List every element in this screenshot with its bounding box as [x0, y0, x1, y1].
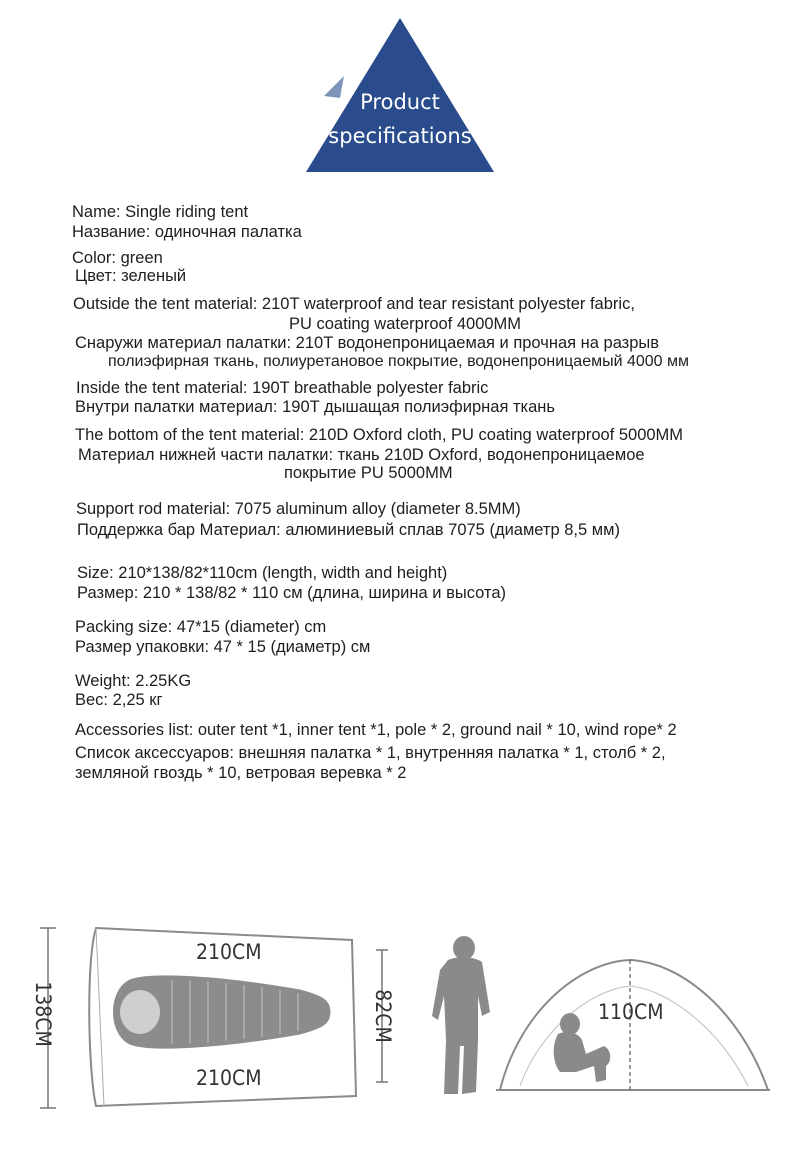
spec-size-ru: Размер: 210 * 138/82 * 110 см (длина, ширина и высота): [77, 584, 506, 602]
standing-person-icon: [432, 936, 490, 1094]
spec-weight-en: Weight: 2.25KG: [75, 672, 192, 690]
spec-packing-ru: Размер упаковки: 47 * 15 (диаметр) см: [75, 638, 371, 656]
spec-weight-ru: Вес: 2,25 кг: [75, 691, 163, 709]
tent-top-length-label: 210CM: [196, 940, 262, 964]
spec-bottom-ru-1: Материал нижней части палатки: ткань 210D Oxford, водонепроницаемое: [78, 446, 645, 464]
spec-bottom-en: The bottom of the tent material: 210D Oxford cloth, PU coating waterproof 5000MM: [75, 426, 684, 444]
spec-rod-ru: Поддержка бар Материал: алюминиевый сплав 7075 (диаметр 8,5 мм): [77, 521, 620, 539]
spec-name-ru: Название: одиночная палатка: [72, 223, 302, 241]
tent-foot-width-label: 82CM: [370, 989, 395, 1043]
dome-tent-icon: [496, 960, 770, 1090]
tent-bottom-length-label: 210CM: [196, 1066, 262, 1090]
spec-inside-ru: Внутри палатки материал: 190T дышащая полиэфирная ткань: [75, 398, 555, 416]
spec-outside-en-1: Outside the tent material: 210T waterproof and tear resistant polyester fabric,: [73, 295, 635, 313]
tent-height-label: 110CM: [598, 1000, 664, 1024]
spec-size-en: Size: 210*138/82*110cm (length, width and height): [77, 564, 448, 582]
spec-bottom-ru-2: покрытие PU 5000MM: [284, 464, 453, 482]
spec-outside-ru-1: Снаружи материал палатки: 210T водонепроницаемая и прочная на разрыв: [75, 334, 660, 352]
spec-accessories-ru-1: Список аксессуаров: внешняя палатка * 1, внутренняя палатка * 1, столб * 2,: [75, 744, 666, 762]
spec-outside-en-2: PU coating waterproof 4000MM: [289, 315, 522, 333]
spec-color-en: Color: green: [72, 249, 163, 267]
tent-head-width-label: 138CM: [30, 981, 55, 1047]
badge-title-line1: Product: [360, 90, 440, 114]
spec-accessories-en: Accessories list: outer tent *1, inner tent *1, pole * 2, ground nail * 10, wind rope* 2: [75, 721, 677, 739]
spec-packing-en: Packing size: 47*15 (diameter) cm: [75, 618, 327, 636]
spec-color-ru: Цвет: зеленый: [75, 267, 187, 285]
spec-name-en: Name: Single riding tent: [72, 203, 249, 221]
spec-rod-en: Support rod material: 7075 aluminum alloy (diameter 8.5MM): [76, 500, 521, 518]
spec-outside-ru-2: полиэфирная ткань, полиуретановое покрытие, водонепроницаемый 4000 мм: [108, 353, 690, 370]
badge-title-line2: specifications: [328, 124, 472, 148]
tent-dimension-diagram: [0, 900, 800, 1160]
spec-accessories-ru-2: земляной гвоздь * 10, ветровая веревка * 2: [75, 764, 407, 782]
spec-inside-en: Inside the tent material: 190T breathable polyester fabric: [76, 379, 489, 397]
